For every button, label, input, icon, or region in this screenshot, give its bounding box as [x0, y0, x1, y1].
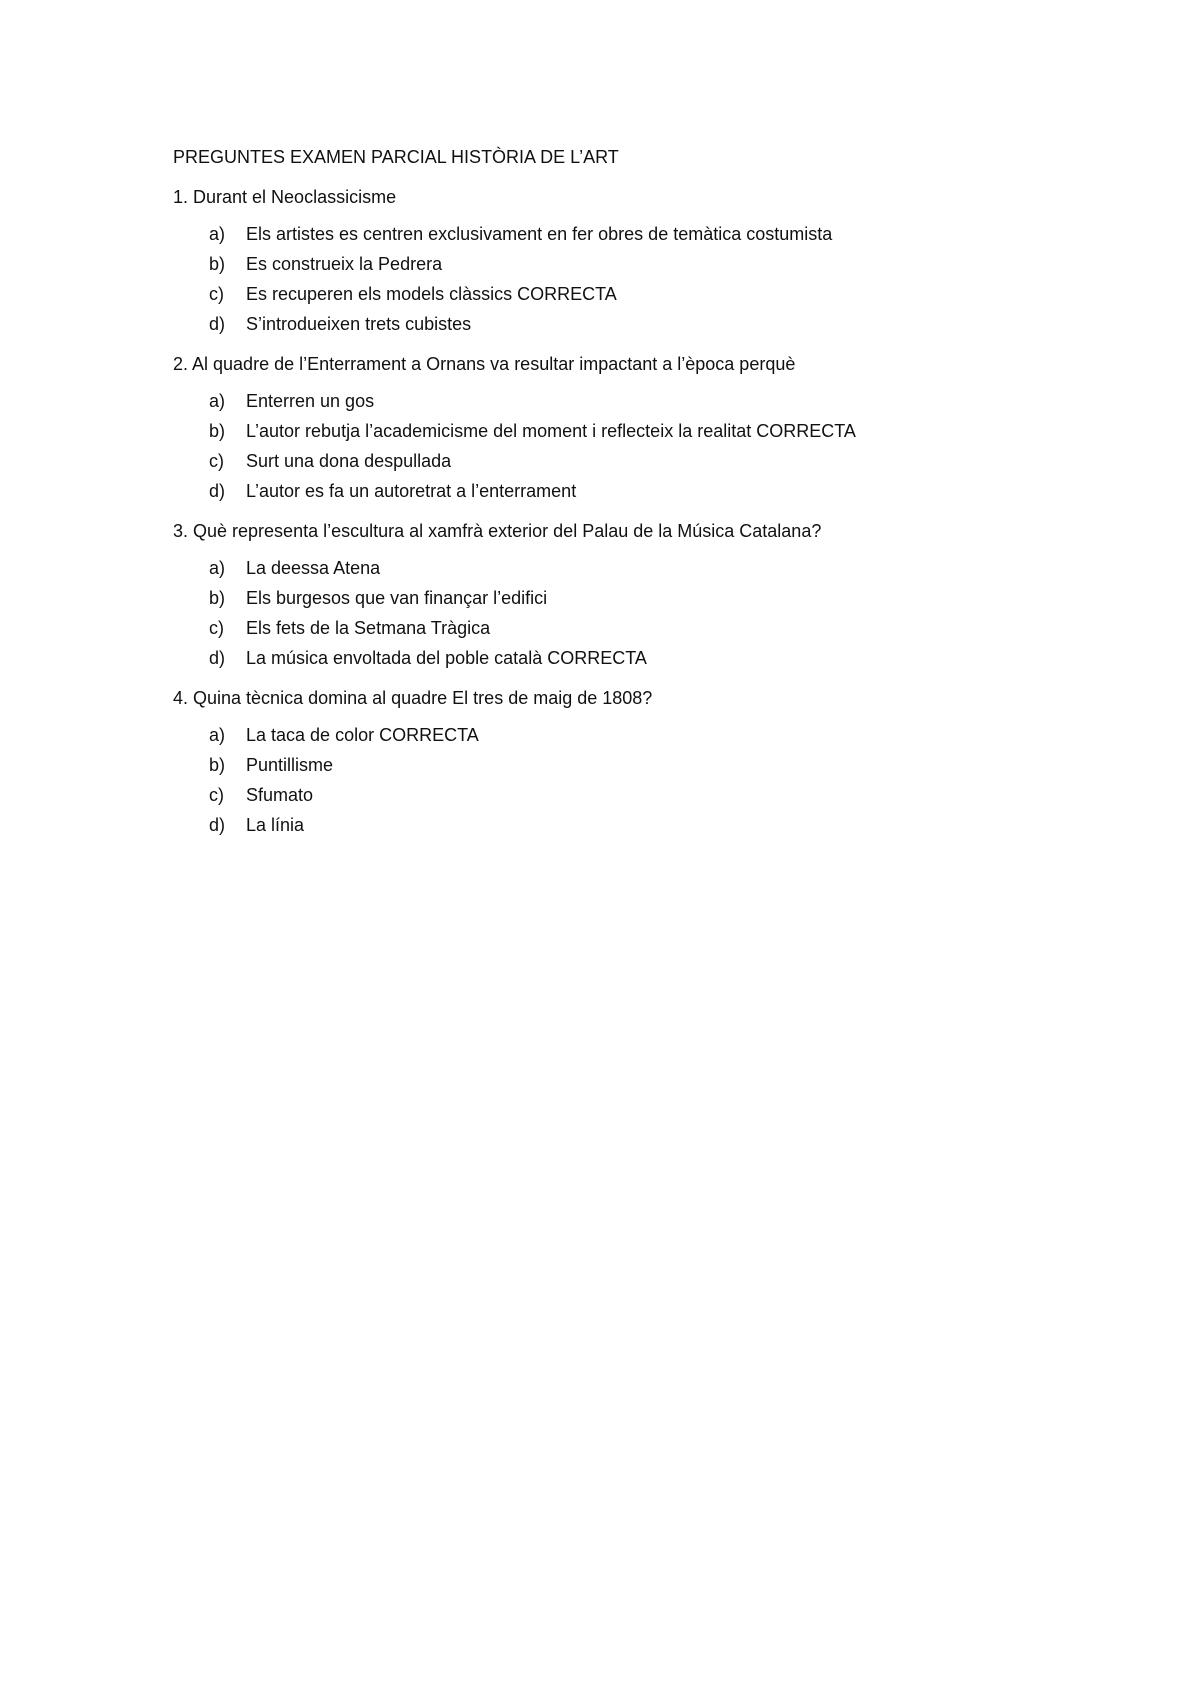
question-text: 2. Al quadre de l’Enterrament a Ornans va resultar impactant a l’època perquè	[173, 354, 796, 374]
question-2	[173, 353, 1133, 502]
option-item	[173, 253, 1133, 275]
option-text: S’introdueixen trets cubistes	[246, 314, 472, 334]
option-item	[173, 724, 1133, 746]
option-item	[173, 313, 1133, 335]
option-letter: c)	[209, 284, 224, 304]
option-text: Els artistes es centren exclusivament en fer obres de temàtica costumista	[246, 224, 833, 244]
option-item	[173, 390, 1133, 412]
option-letter: c)	[209, 785, 224, 805]
option-text: Surt una dona despullada	[246, 451, 452, 471]
question-1	[173, 186, 1133, 335]
option-text: Els burgesos que van finançar l’edifici	[246, 588, 548, 608]
option-item	[173, 223, 1133, 245]
option-letter: a)	[209, 391, 226, 411]
question-4	[173, 687, 1133, 836]
document-content	[173, 146, 1133, 854]
question-text: 1. Durant el Neoclassicisme	[173, 187, 397, 207]
option-text: Sfumato	[246, 785, 314, 805]
option-letter: d)	[209, 815, 226, 835]
option-item	[173, 617, 1133, 639]
option-text: Els fets de la Setmana Tràgica	[246, 618, 491, 638]
option-item	[173, 647, 1133, 669]
option-item	[173, 587, 1133, 609]
options-list	[173, 390, 1133, 502]
option-text: L’autor rebutja l’academicisme del moment i reflecteix la realitat CORRECTA	[246, 421, 856, 441]
option-item	[173, 420, 1133, 442]
option-letter: b)	[209, 421, 226, 441]
option-text: Es construeix la Pedrera	[246, 254, 443, 274]
option-letter: b)	[209, 755, 226, 775]
option-item	[173, 480, 1133, 502]
options-list	[173, 724, 1133, 836]
option-text: Puntillisme	[246, 755, 334, 775]
question-text: 3. Què representa l’escultura al xamfrà exterior del Palau de la Música Catalana?	[173, 521, 822, 541]
question-text: 4. Quina tècnica domina al quadre El tres de maig de 1808?	[173, 688, 653, 708]
option-letter: a)	[209, 558, 226, 578]
option-letter: d)	[209, 314, 226, 334]
option-text: Enterren un gos	[246, 391, 375, 411]
option-letter: c)	[209, 451, 224, 471]
option-item	[173, 283, 1133, 305]
option-text: La taca de color CORRECTA	[246, 725, 479, 745]
option-item	[173, 814, 1133, 836]
option-item	[173, 754, 1133, 776]
option-text: La deessa Atena	[246, 558, 381, 578]
option-item	[173, 450, 1133, 472]
option-letter: c)	[209, 618, 224, 638]
options-list	[173, 223, 1133, 335]
option-letter: d)	[209, 481, 226, 501]
option-letter: a)	[209, 725, 226, 745]
option-letter: b)	[209, 254, 226, 274]
option-letter: a)	[209, 224, 226, 244]
question-3	[173, 520, 1133, 669]
option-text: La línia	[246, 815, 305, 835]
option-item	[173, 784, 1133, 806]
option-letter: d)	[209, 648, 226, 668]
document-title: PREGUNTES EXAMEN PARCIAL HISTÒRIA DE L’ART	[173, 147, 619, 167]
option-letter: b)	[209, 588, 226, 608]
option-text: Es recuperen els models clàssics CORRECTA	[246, 284, 617, 304]
options-list	[173, 557, 1133, 669]
option-text: L’autor es fa un autoretrat a l’enterrament	[246, 481, 577, 501]
option-item	[173, 557, 1133, 579]
option-text: La música envoltada del poble català CORRECTA	[246, 648, 647, 668]
